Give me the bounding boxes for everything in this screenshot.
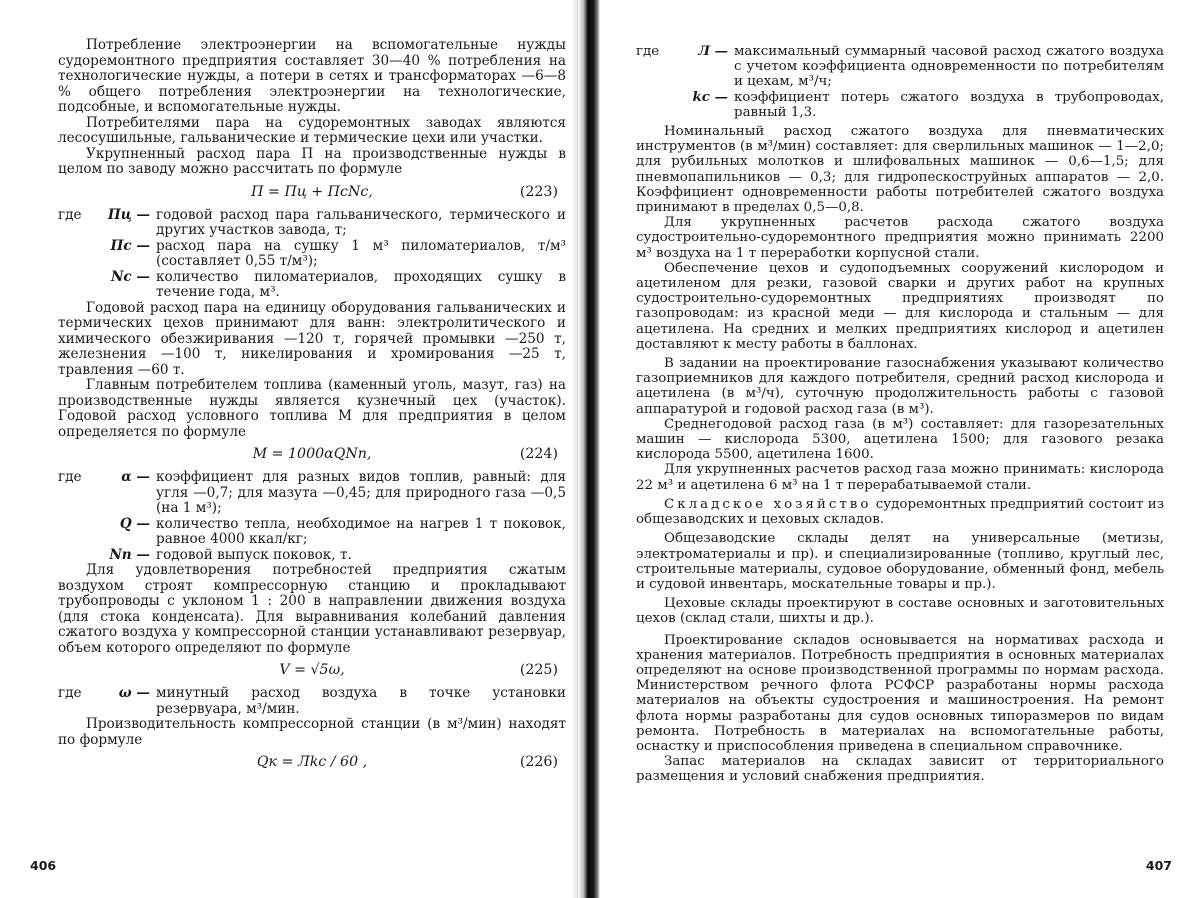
paragraph: Потребителями пара на судоремонтных заводах являются лесосушильные, гальванические и термические цехи или участки. <box>58 114 566 146</box>
formula-223 <box>58 178 566 208</box>
formula-expression: V = √5ω, <box>279 662 345 678</box>
page-number-right: 407 <box>1145 858 1172 873</box>
formula-number: (226) <box>519 754 558 770</box>
page-number-left: 406 <box>30 858 57 873</box>
symbol-definition: коэффициент для разных видов топлив, равный: для угля —0,7; для мазута —0,45; для природного газа —0,5 (на 1 м³); <box>156 469 566 516</box>
paragraph: Номинальный расход сжатого воздуха для пневматических инструментов (в м³/мин) составляет: для сверлильных машинок — 1—2,0; для рубильных молотков и шлифовальных машинок — 0,6—1,5; для пневмопапильников — 0,3; для гидропескоструйных аппаратов — 2,0. Коэффициент одновременности работы потребителей сжатого воздуха принимают в пределах 0,5—0,8. <box>636 124 1164 216</box>
symbol: Пс — <box>110 237 150 254</box>
symbol-definition: количество пиломатериалов, проходящих сушку в течение года, м³. <box>156 268 566 300</box>
where-label <box>58 270 102 301</box>
where-label <box>58 548 102 564</box>
symbol-definition: годовой выпуск поковок, т. <box>156 546 352 563</box>
paragraph: Цеховые склады проектируют в составе основных и заготовительных цехов (склад стали, шихты и др.). <box>636 596 1164 627</box>
formula-legend-223 <box>58 208 566 301</box>
formula-224 <box>58 440 566 470</box>
right-page <box>600 0 1200 898</box>
formula-legend-225 <box>58 686 566 717</box>
paragraph: В задании на проектирование газоснабжения указывают количество газоприемников для каждого потребителя, средний расход кислорода и ацетилена (в м³/ч), суточную продолжительность работы с газовой аппаратурой и годовой расход газа (в м³). <box>636 356 1164 417</box>
paragraph-text: судоремонтных предприятий состоит из общезаводских и цеховых складов. <box>636 496 1164 528</box>
where-label <box>58 239 102 270</box>
symbol: α — <box>121 469 150 485</box>
where-label <box>636 90 680 120</box>
paragraph: Обеспечение цехов и судоподъемных сооружений кислородом и ацетиленом для резки, газовой сварки и других работ на крупных судостроительно-судоремонтных предприятиях производят по газопроводам: из красной меди — для кислорода и стальным — для ацетилена. На средних и мелких предприятиях кислород и ацетилен доставляют к месту работы в баллонах. <box>636 260 1164 352</box>
symbol: kс — <box>692 88 728 105</box>
symbol-definition: количество тепла, необходимое на нагрев 1 т поковок, равное 4000 ккал/кг; <box>156 515 566 547</box>
symbol: Q — <box>119 515 150 532</box>
paragraph: Годовой расход пара на единицу оборудования гальванических и термических цехов принимают для ванн: электролитического и химического обезжиривания —120 т, горячей промывки —250 т, железнения —100 т, никелирования и хромирования —25 т, травления —60 т. <box>58 299 566 378</box>
paragraph: Среднегодовой расход газа (в м³) составляет: для газорезательных машин — кислорода 5300, ацетилена 1500; для газового резака кислорода 5500, ацетилена 1600. <box>636 416 1164 463</box>
formula-expression: M = 1000αQNп, <box>252 446 372 462</box>
left-page <box>0 0 590 898</box>
symbol-definition: минутный расход воздуха в точке установки резервуара, м³/мин. <box>156 685 566 717</box>
paragraph: Для укрупненных расчетов расхода сжатого воздуха судостроительно-судоремонтного предприятия можно принимать 2200 м³ воздуха на 1 т переработки корпусной стали. <box>636 215 1164 261</box>
paragraph: Потребление электроэнергии на вспомогательные нужды судоремонтного предприятия составляет 30—40 % потребления на технологические нужды, а потери в сетях и трансформаторах —6—8 % общего потребления электроэнергии на технологические, подсобные, и вспомогательные нужды. <box>58 37 566 115</box>
symbol-definition: коэффициент потерь сжатого воздуха в трубопроводах, равный 1,3. <box>734 89 1164 120</box>
formula-number: (225) <box>519 662 558 678</box>
formula-number: (223) <box>519 183 558 200</box>
where-label: где <box>58 685 82 701</box>
paragraph: Укрупненный расход пара П на производственные нужды в целом по заводу можно рассчитать по формуле <box>58 145 566 177</box>
formula-expression: Qк = Лkс / 60 , <box>256 754 368 770</box>
symbol: Nп — <box>109 546 150 563</box>
paragraph: Главным потребителем топлива (каменный уголь, мазут, газ) на производственные нужды является кузнечный цех (участок). Годовой расход условного топлива М для предприятия в целом определяется по формуле <box>58 377 566 440</box>
formula-226 <box>58 748 566 778</box>
symbol-definition: расход пара на сушку 1 м³ пиломатериалов, т/м³ (составляет 0,55 т/м³); <box>156 237 566 269</box>
paragraph: Запас материалов на складах зависит от территориального размещения и условий снабжения предприятия. <box>636 754 1164 785</box>
paragraph <box>636 497 1164 527</box>
where-label: где <box>636 44 660 59</box>
section-lead-term: Складское хозяйство <box>664 496 872 512</box>
symbol-definition: годовой расход пара гальванического, термического и других участков завода, т; <box>156 206 566 238</box>
symbol: Л — <box>698 43 728 59</box>
paragraph: Для удовлетворения потребностей предприятия сжатым воздухом строят компрессорную станцию и прокладывают трубопроводы с уклоном 1 : 200 в направлении движения воздуха (для стока конденсата). Для выравнивания колебаний давления сжатого воздуха у компрессорной станции устанавливают резервуар, объем которого определяют по формуле <box>58 562 566 656</box>
where-label: где <box>58 469 82 485</box>
paragraph: Проектирование складов основывается на нормативах расхода и хранения материалов. Потребность предприятия в основных материалах определяют на основе производственной программы по нормам расхода. Министерством речного флота РСФСР разработаны нормы расхода материалов на объекты судостроения и машиностроения. На ремонт флота нормы разработаны для судов основных типоразмеров по видам ремонта. Потребность в материалах на вспомогательные работы, оснастку и приспособления приведена в специальном справочнике. <box>636 632 1164 754</box>
symbol: Nс — <box>110 268 150 285</box>
symbol: Пц — <box>107 206 150 223</box>
formula-225 <box>58 656 566 686</box>
paragraph: Производительность компрессорной станции (в м³/мин) находят по формуле <box>58 716 566 748</box>
formula-legend-224 <box>58 470 566 563</box>
symbol-definition: максимальный суммарный часовой расход сжатого воздуха с учетом коэффициента одновременности по потребителям и цехам, м³/ч; <box>734 44 1164 90</box>
where-label: где <box>58 206 82 223</box>
paragraph: Общезаводские склады делят на универсальные (метизы, электроматериалы и пр). и специализированные (топливо, круглый лес, строительные материалы, судовое оборудование, обменный фонд, мебель и судовой инвентарь, москательные товары и пр.). <box>636 531 1164 592</box>
symbol: ω — <box>118 685 150 701</box>
formula-legend-226 <box>636 44 1164 120</box>
where-label <box>58 517 102 548</box>
formula-number: (224) <box>519 446 558 462</box>
formula-expression: П = Пц + ПсNс, <box>251 183 373 200</box>
paragraph: Для укрупненных расчетов расход газа можно принимать: кислорода 22 м³ и ацетилена 6 м³ на 1 т перерабатываемой стали. <box>636 462 1164 493</box>
